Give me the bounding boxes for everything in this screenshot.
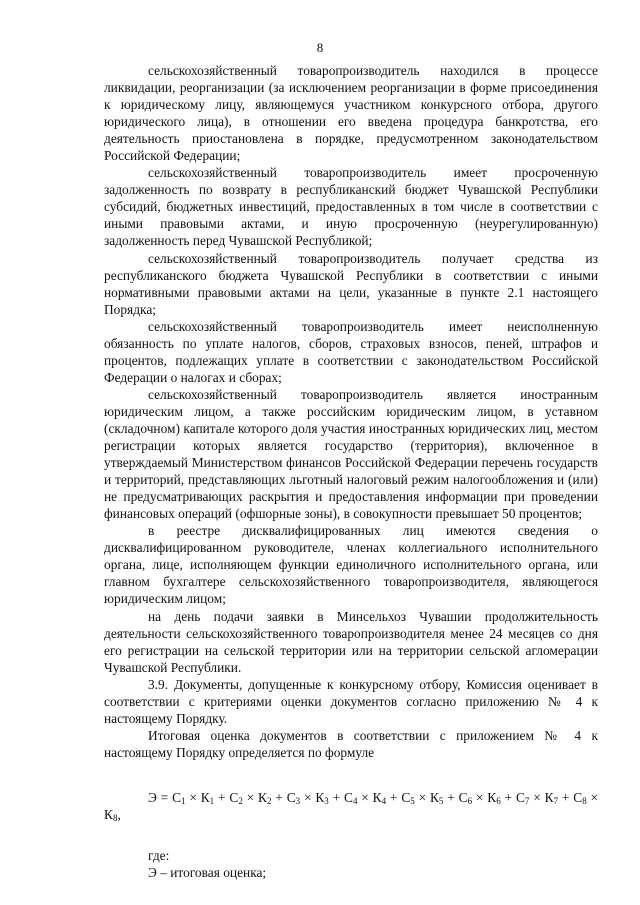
score-formula: [104, 789, 598, 823]
formula-coefficient: С: [286, 789, 296, 805]
formula-plus: +: [386, 789, 402, 805]
formula-times: ×: [242, 789, 259, 805]
formula-subscript: 2: [238, 795, 243, 806]
formula-times: ×: [586, 789, 599, 805]
formula-subscript: 4: [381, 795, 387, 806]
formula-times: ×: [300, 789, 316, 805]
formula-subscript: 3: [295, 795, 301, 806]
paragraph: на день подачи заявки в Минсельхоз Чувашии продолжительность деятельности сельскохозяйственного товаропроизводителя менее 24 месяцев со дня его регистрации на сельской территории или на территории сельской агломерации Чувашской Республики.: [104, 608, 598, 675]
formula-plus: +: [214, 789, 230, 805]
paragraph: в реестре дисквалифицированных лиц имеются сведения о дисквалифицированном руководителе, членах коллегиального исполнительного органа, лице, исполняющем функции единоличного исполнительного органа, или главном бухгалтере сельскохозяйственного товаропроизводителя, являющегося юридическим лицом;: [104, 523, 598, 607]
formula-criterion: К: [429, 789, 439, 805]
paragraph: сельскохозяйственный товаропроизводитель является иностранным юридическим лицом, а также российским юридическим лицом, в уставном (складочном) капитале которого доля участия иностранных юридических лиц, местом регистрации которых является государство (территория), включенное в утверждаемый Министерством финансов Российской Федерации перечень государств и территорий, представляющих льготный налоговый режим налогообложения и (или) не предусматривающих раскрытия и предоставления информации при проведении финансовых операций (офшорные зоны), в совокупности превышает 50 процентов;: [104, 386, 598, 522]
formula-times: ×: [357, 789, 373, 805]
formula-subscript: 4: [352, 795, 358, 806]
page-number: 8: [316, 40, 324, 55]
formula-subscript: 1: [209, 795, 215, 806]
formula-plus: +: [328, 789, 344, 805]
formula-times: ×: [529, 789, 545, 805]
formula-criterion: К: [200, 789, 210, 805]
formula-coefficient: С: [344, 789, 353, 805]
formula-times: ×: [414, 789, 430, 805]
formula-coefficient: С: [458, 789, 468, 805]
formula-coefficient: С: [229, 789, 239, 805]
formula-criterion: К: [487, 789, 497, 805]
formula-subscript: 6: [467, 795, 473, 806]
formula-times: ×: [185, 789, 201, 805]
formula-lhs: Э: [148, 789, 157, 805]
formula-trailing: ,: [117, 806, 121, 822]
formula-plus: +: [443, 789, 459, 805]
document-body: [104, 62, 598, 881]
formula-criterion: К: [372, 789, 382, 805]
formula-criterion: К: [104, 806, 113, 822]
formula-subscript: 8: [112, 812, 118, 823]
paragraph: сельскохозяйственный товаропроизводитель получает средства из республиканского бюджета Чувашской Республики в соответствии с иными нормативными правовыми актами на цели, указанные в пункте 2.1 настоящего Порядка;: [104, 250, 598, 317]
formula-plus: +: [558, 789, 574, 805]
formula-subscript: 7: [524, 795, 530, 806]
formula-subscript: 7: [553, 795, 559, 806]
formula-subscript: 8: [582, 795, 587, 806]
formula-subscript: 5: [410, 795, 415, 806]
section-3-9-paragraph: 3.9. Документы, допущенные к конкурсному отбору, Комиссия оценивает в соответствии с критериями оценки документов согласно приложению № 4 к настоящему Порядку.: [104, 676, 598, 726]
formula-subscript: 5: [438, 795, 444, 806]
formula-subscript: 6: [496, 795, 501, 806]
formula-plus: +: [500, 789, 516, 805]
formula-criterion: К: [258, 789, 267, 805]
where-label: где:: [148, 848, 170, 864]
formula-criterion: К: [315, 789, 325, 805]
formula-subscript: 2: [266, 795, 272, 806]
formula-coefficient: С: [515, 789, 525, 805]
formula-times: ×: [472, 789, 488, 805]
paragraph: сельскохозяйственный товаропроизводитель имеет неисполненную обязанность по уплате налогов, сборов, страховых взносов, пеней, штрафов и процентов, подлежащих уплате в соответствии с законодательством Российской Федерации о налогах и сборах;: [104, 318, 598, 385]
formula-subscript: 1: [181, 795, 186, 806]
formula-subscript: 3: [324, 795, 329, 806]
formula-criterion: К: [544, 789, 554, 805]
definition-total-score: Э – итоговая оценка;: [148, 865, 267, 881]
formula-coefficient: С: [573, 789, 583, 805]
formula-plus: +: [271, 789, 287, 805]
formula-equals: =: [156, 789, 173, 805]
formula-coefficient: С: [401, 789, 411, 805]
paragraph: сельскохозяйственный товаропроизводитель имеет просроченную задолженность по возврату в республиканский бюджет Чувашской Республики субсидий, бюджетных инвестиций, предоставленных в том числе в соответствии с иными правовыми актами, и иную просроченную (неурегулированную) задолженность перед Чувашской Республикой;: [104, 165, 598, 249]
formula-coefficient: С: [172, 789, 181, 805]
formula-intro-paragraph: Итоговая оценка документов в соответствии с приложением № 4 к настоящему Порядку определяется по формуле: [104, 727, 598, 760]
paragraph: сельскохозяйственный товаропроизводитель находился в процессе ликвидации, реорганизации (за исключением реорганизации в форме присоединения к юридическому лицу, являющемуся участником конкурсного отбора, другого юридического лица), в отношении его введена процедура банкротства, его деятельность приостановлена в порядке, предусмотренном законодательством Российской Федерации;: [104, 63, 598, 164]
